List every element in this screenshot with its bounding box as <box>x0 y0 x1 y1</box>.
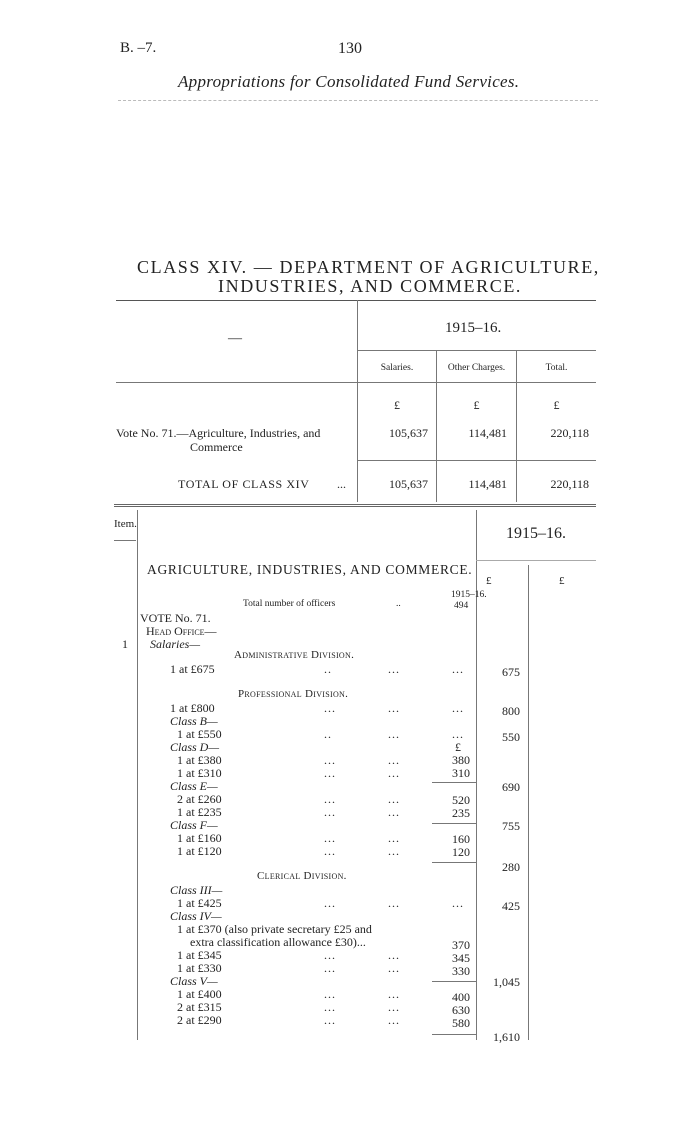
salary-line: 1 at £800 <box>170 701 215 715</box>
running-title: Appropriations for Consolidated Fund Services. <box>178 72 520 91</box>
vote-salaries: 105,637 <box>389 426 428 440</box>
leader-dots: ... <box>388 662 400 676</box>
leader-dots: ... <box>324 701 336 715</box>
leader-dots: ... <box>324 844 336 858</box>
subtotal-amount: 1,045 <box>493 975 520 989</box>
class-total-total: 220,118 <box>550 477 589 491</box>
leader-dots: ... <box>324 792 336 806</box>
leader-dots: ... <box>324 1000 336 1014</box>
officers-label: Total number of officers <box>243 599 336 609</box>
line-amount: 345 <box>452 951 470 965</box>
leader-dots: ... <box>388 766 400 780</box>
officers-count: 494 <box>454 601 469 611</box>
line-amount: 400 <box>452 990 470 1004</box>
vote-label: Vote No. 71.—Agriculture, Industries, and <box>116 426 321 440</box>
vote-other-charges: 114,481 <box>468 426 507 440</box>
salary-line: 1 at £330 <box>177 961 222 975</box>
leader-dots: ... <box>324 987 336 1001</box>
administrative-division-heading: Administrative Division. <box>234 649 355 661</box>
leader-dots: ... <box>324 961 336 975</box>
officers-year: 1915–16. <box>451 590 487 600</box>
currency-symbol: £ <box>473 398 480 412</box>
line-amount: 580 <box>452 1016 470 1030</box>
item-column-header: Item. <box>114 518 137 530</box>
page-number: 130 <box>338 40 362 57</box>
currency-symbol: £ <box>486 575 492 587</box>
currency-symbol: £ <box>455 740 461 754</box>
salary-line: 1 at £425 <box>177 896 222 910</box>
class-total-label: TOTAL OF CLASS XIV <box>178 477 310 491</box>
currency-symbol: £ <box>559 575 565 587</box>
leader-dots: ... <box>452 896 464 910</box>
line-amount: 630 <box>452 1003 470 1017</box>
salary-line: 1 at £310 <box>177 766 222 780</box>
salary-line: 1 at £160 <box>177 831 222 845</box>
leader-dots: ... <box>388 727 400 741</box>
detail-year: 1915–16. <box>506 525 566 542</box>
leader-dots: ... <box>324 1013 336 1027</box>
column-header-total: Total. <box>545 363 568 373</box>
leader-dots: ... <box>388 701 400 715</box>
leader-dots: ... <box>452 662 464 676</box>
line-amount: 160 <box>452 832 470 846</box>
salary-line-continued: extra classification allowance £30)... <box>190 935 366 949</box>
salary-line: 1 at £550 <box>177 727 222 741</box>
salary-line: 1 at £400 <box>177 987 222 1001</box>
class-label: Class IV— <box>170 909 222 923</box>
class-title-line-1: CLASS XIV. — DEPARTMENT OF AGRICULTURE, <box>137 257 600 277</box>
salary-line: 1 at £675 <box>170 662 215 676</box>
class-label: Class B— <box>170 714 218 728</box>
column-header-other-charges: Other Charges. <box>447 363 506 373</box>
salary-line: 1 at £380 <box>177 753 222 767</box>
leader-dots: ... <box>324 948 336 962</box>
salary-line: 1 at £345 <box>177 948 222 962</box>
subtotal-amount: 755 <box>502 819 520 833</box>
class-label: Class V— <box>170 974 218 988</box>
leader-dots: ... <box>388 948 400 962</box>
salary-line: 1 at £120 <box>177 844 222 858</box>
class-label: Class E— <box>170 779 218 793</box>
leader-dots: ... <box>388 896 400 910</box>
summary-stub-dash: — <box>228 331 242 346</box>
leader-dots: ... <box>388 1000 400 1014</box>
subtotal-amount: 425 <box>502 899 520 913</box>
section-heading: AGRICULTURE, INDUSTRIES, AND COMMERCE. <box>147 562 473 577</box>
professional-division-heading: Professional Division. <box>238 688 349 700</box>
line-amount: 370 <box>452 938 470 952</box>
summary-year: 1915–16. <box>445 320 502 336</box>
header-rule <box>118 100 598 101</box>
detail-top-rule <box>114 504 596 507</box>
currency-symbol: £ <box>394 398 400 412</box>
currency-symbol: £ <box>553 398 560 412</box>
leader-dots: ... <box>388 1013 400 1027</box>
salary-line: 2 at £315 <box>177 1000 222 1014</box>
leader-dots: ... <box>388 961 400 975</box>
class-title-line-2: INDUSTRIES, AND COMMERCE. <box>218 276 523 296</box>
item-number: 1 <box>122 637 128 651</box>
class-total-salaries: 105,637 <box>389 477 428 491</box>
column-header-salaries: Salaries. <box>380 363 414 373</box>
document-reference: B. –7. <box>120 40 157 56</box>
subtotal-amount: 1,610 <box>493 1030 520 1044</box>
head-office-label: Head Office— <box>146 624 217 638</box>
class-label: Class III— <box>170 883 223 897</box>
leader-dots: ... <box>388 844 400 858</box>
line-amount: 380 <box>452 753 470 767</box>
salary-line: 1 at £370 (also private secretary £25 and <box>177 922 372 936</box>
leader-dots: ... <box>324 831 336 845</box>
leader-dots: ... <box>452 701 464 715</box>
line-amount: 235 <box>452 806 470 820</box>
salaries-label: Salaries— <box>150 637 201 651</box>
line-amount: 330 <box>452 964 470 978</box>
clerical-division-heading: Clerical Division. <box>257 870 347 882</box>
leader-dots: .. <box>396 599 401 609</box>
leader-dots: ... <box>388 805 400 819</box>
vote-number: VOTE No. 71. <box>140 611 211 625</box>
leader-dots: ... <box>388 987 400 1001</box>
salary-line: 1 at £235 <box>177 805 222 819</box>
leader-dots: ... <box>388 831 400 845</box>
vote-total: 220,118 <box>550 426 589 440</box>
leader-dots: .. <box>324 727 332 741</box>
leader-dots: ... <box>337 477 346 491</box>
salary-line: 2 at £260 <box>177 792 222 806</box>
line-amount: 520 <box>452 793 470 807</box>
line-amount: 120 <box>452 845 470 859</box>
subtotal-amount: 550 <box>502 730 520 744</box>
leader-dots: ... <box>452 727 464 741</box>
leader-dots: ... <box>324 805 336 819</box>
leader-dots: ... <box>324 766 336 780</box>
class-label: Class D— <box>170 740 220 754</box>
leader-dots: ... <box>324 753 336 767</box>
leader-dots: .. <box>324 662 332 676</box>
line-amount: 310 <box>452 766 470 780</box>
leader-dots: ... <box>324 896 336 910</box>
class-label: Class F— <box>170 818 218 832</box>
subtotal-amount: 675 <box>502 665 520 679</box>
vote-label-continued: Commerce <box>190 440 243 454</box>
salary-line: 2 at £290 <box>177 1013 222 1027</box>
leader-dots: ... <box>388 792 400 806</box>
class-total-other-charges: 114,481 <box>468 477 507 491</box>
subtotal-amount: 800 <box>502 704 520 718</box>
item-column-rule <box>137 510 138 1040</box>
subtotal-amount: 280 <box>502 860 520 874</box>
leader-dots: ... <box>388 753 400 767</box>
total-column-rule <box>528 565 529 1040</box>
subtotal-amount: 690 <box>502 780 520 794</box>
